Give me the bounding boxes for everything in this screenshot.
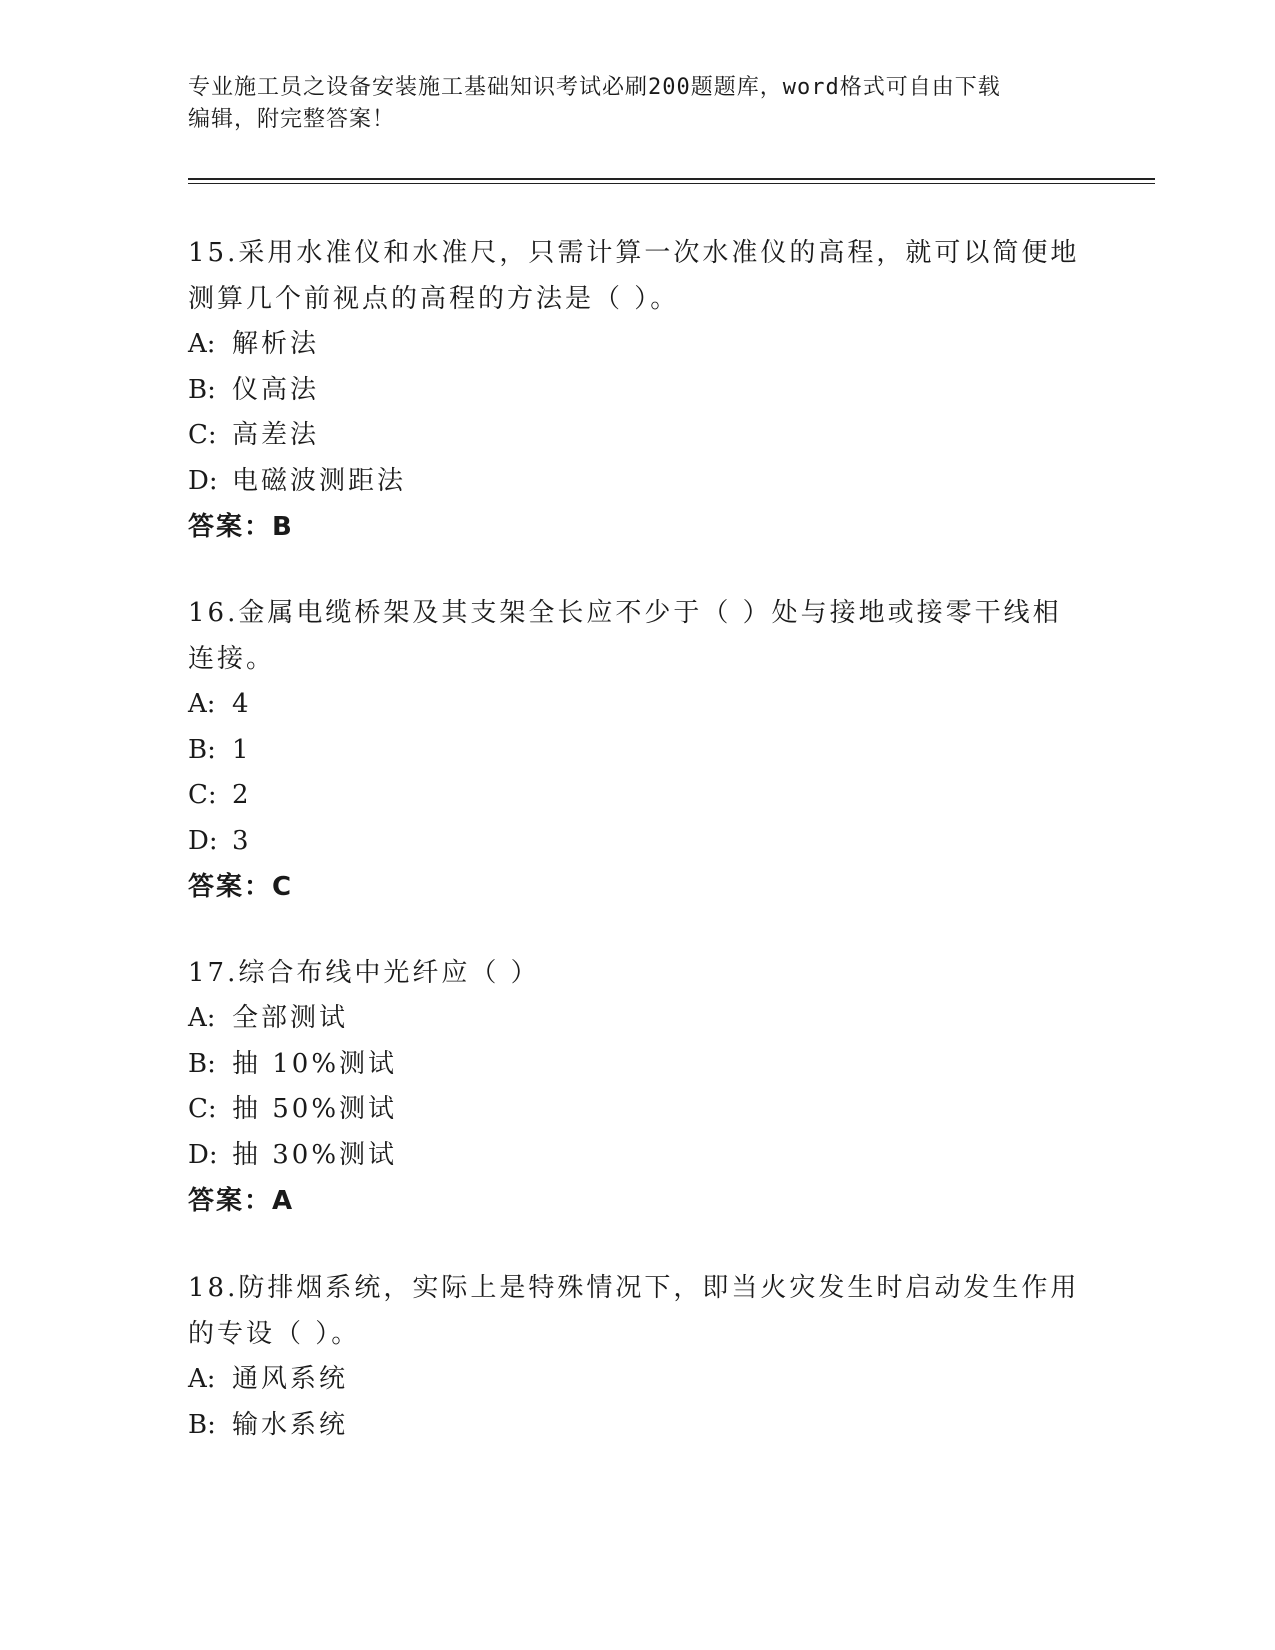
- option-text: 2: [232, 780, 252, 810]
- option-text: 全部测试: [232, 1003, 349, 1033]
- option-letter: B:: [188, 1409, 216, 1440]
- option-a: [188, 1357, 1088, 1403]
- option-b: [188, 368, 1088, 414]
- option-letter: B:: [188, 734, 216, 765]
- header-divider-thick: [188, 178, 1155, 180]
- header-divider-thin: [188, 183, 1155, 184]
- option-text: 高差法: [232, 420, 320, 450]
- option-c: [188, 1087, 1088, 1133]
- option-a: [188, 322, 1088, 368]
- option-text: 仪高法: [232, 374, 320, 405]
- option-letter: C:: [188, 420, 217, 450]
- option-a: [188, 996, 1088, 1042]
- answer-line: 答案：B: [188, 512, 294, 542]
- option-letter: A:: [188, 329, 216, 359]
- question-text-line: 18.防排烟系统，实际上是特殊情况下，即当火灾发生时启动发生作用: [188, 1273, 1080, 1303]
- option-text: 3: [232, 825, 252, 856]
- option-text: 输水系统: [232, 1409, 349, 1440]
- question-text-line: 连接。: [188, 644, 276, 674]
- question-text-line: 16.金属电缆桥架及其支架全长应不少于（ ）处与接地或接零干线相: [188, 598, 1062, 628]
- option-text: 4: [232, 689, 252, 719]
- option-text: 通风系统: [232, 1364, 349, 1394]
- option-letter: A:: [188, 689, 216, 719]
- answer-line: 答案：A: [188, 1186, 295, 1216]
- question-text-line: 的专设（ ）。: [188, 1319, 361, 1349]
- option-letter: D:: [188, 825, 218, 856]
- option-text: 电磁波测距法: [232, 465, 407, 496]
- header-line-1: 专业施工员之设备安装施工基础知识考试必刷200题题库，word格式可自由下载: [188, 75, 1001, 100]
- option-text: 抽 30%测试: [232, 1139, 398, 1170]
- option-letter: C:: [188, 1094, 217, 1124]
- option-letter: B:: [188, 374, 216, 405]
- question-text-line: 15.采用水准仪和水准尺，只需计算一次水准仪的高程，就可以简便地: [188, 238, 1080, 268]
- question-15: [188, 230, 1088, 550]
- option-letter: D:: [188, 1139, 218, 1170]
- option-text: 解析法: [232, 329, 320, 359]
- option-b: [188, 1403, 1088, 1449]
- option-d: [188, 459, 1088, 505]
- option-d: [188, 819, 1088, 865]
- header-line-2: 编辑，附完整答案！: [188, 107, 396, 132]
- option-letter: B:: [188, 1048, 216, 1079]
- option-c: [188, 773, 1088, 819]
- answer-line: 答案：C: [188, 872, 294, 902]
- option-text: 抽 50%测试: [232, 1094, 398, 1124]
- document-header: [188, 72, 1088, 136]
- option-text: 1: [232, 734, 252, 765]
- option-d: [188, 1133, 1088, 1179]
- option-text: 抽 10%测试: [232, 1048, 398, 1079]
- option-letter: A:: [188, 1364, 216, 1394]
- question-17: [188, 950, 1088, 1224]
- option-letter: C:: [188, 780, 217, 810]
- question-text-line: 测算几个前视点的高程的方法是（ ）。: [188, 284, 680, 314]
- question-text-line: 17.综合布线中光纤应（ ）: [188, 958, 540, 988]
- option-b: [188, 728, 1088, 774]
- option-letter: A:: [188, 1003, 216, 1033]
- question-18: [188, 1265, 1088, 1448]
- question-16: [188, 590, 1088, 910]
- option-c: [188, 413, 1088, 459]
- option-b: [188, 1042, 1088, 1088]
- option-letter: D:: [188, 465, 218, 496]
- option-a: [188, 682, 1088, 728]
